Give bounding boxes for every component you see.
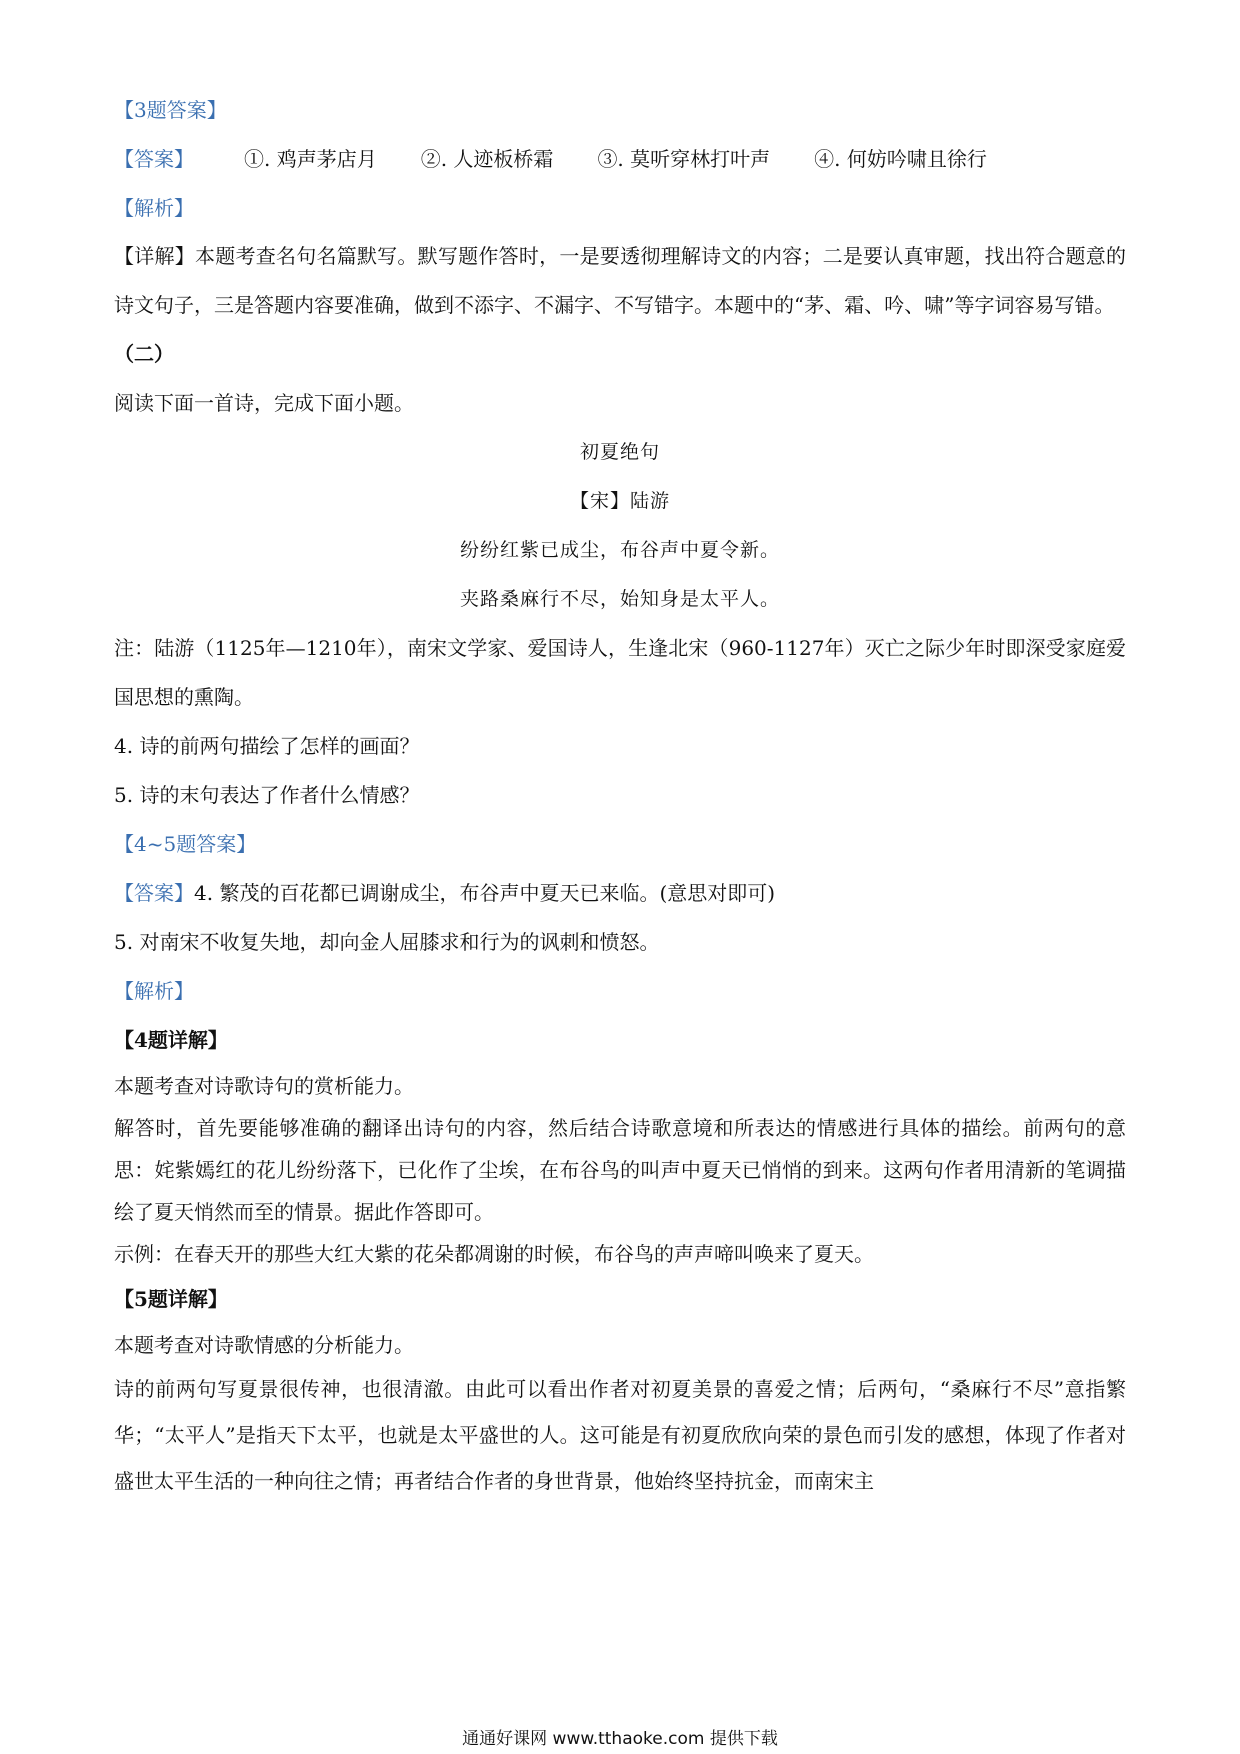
section-instruction: 阅读下面一首诗，完成下面小题。 [114, 391, 414, 415]
analysis-label: 【解析】 [114, 196, 194, 220]
q3-answer-header: 【3题答案】 [114, 98, 227, 122]
detail-4-body: 解答时，首先要能够准确的翻译出诗句的内容，然后结合诗歌意境和所表达的情感进行具体的描绘。前两句的意思：姹紫嫣红的花儿纷纷落下，已化作了尘埃，在布谷鸟的叫声中夏天已悄悄的到来。这两句作者用清新的笔调描绘了夏天悄然而至的情景。据此作答即可。 [114, 1116, 1126, 1224]
question-5: 5. 诗的末句表达了作者什么情感？ [114, 783, 420, 807]
answer-item: ①. 鸡声茅店月 [244, 147, 377, 171]
detail-5-body: 诗的前两句写夏景很传神，也很清澈。由此可以看出作者对初夏美景的喜爱之情；后两句，“桑麻行不尽”意指繁华；“太平人”是指天下太平，也就是太平盛世的人。这可能是有初夏欣欣向荣的景色而引发的感想，体现了作者对盛世太平生活的一种向往之情；再者结合作者的身世背景，他始终坚持抗金，而南宋主 [114, 1377, 1126, 1493]
poem-line-2: 夹路桑麻行不尽，始知身是太平人。 [459, 588, 780, 610]
document-content [114, 96, 1126, 1504]
poem-note: 注：陆游（1125年—1210年），南宋文学家、爱国诗人，生逢北宋（960-1127年）灭亡之际少年时即深受家庭爱国思想的熏陶。 [114, 636, 1126, 709]
answer-label: 【答案】 [114, 881, 194, 905]
poem-line-1: 纷纷红紫已成尘，布谷声中夏令新。 [459, 539, 780, 561]
answer-item: ②. 人迹板桥霜 [420, 147, 554, 171]
poem-author: 【宋】陆游 [569, 490, 670, 512]
answer-4: 4. 繁茂的百花都已调谢成尘，布谷声中夏天已来临。(意思对即可) [194, 881, 776, 905]
question-4: 4. 诗的前两句描绘了怎样的画面？ [114, 734, 420, 758]
analysis-label: 【解析】 [114, 979, 194, 1003]
poem-title: 初夏绝句 [579, 441, 660, 463]
q3-detail: 【详解】本题考查名句名篇默写。默写题作答时，一是要透彻理解诗文的内容；二是要认真审题，找出符合题意的诗文句子，三是答题内容要准确，做到不添字、不漏字、不写错字。本题中的“茅、霜、吟、啸”等字词容易写错。 [114, 244, 1126, 317]
section-title: （二） [114, 342, 174, 366]
q3-answers-row [114, 145, 1126, 173]
footer-credit: 通通好课网 www.tthaoke.com 提供下载 [462, 1729, 778, 1749]
detail-4-example: 示例：在春天开的那些大红大紫的花朵都凋谢的时候，布谷鸟的声声啼叫唤来了夏天。 [114, 1242, 874, 1266]
answer-4-line [114, 869, 1126, 918]
q45-answer-header: 【4~5题答案】 [114, 832, 257, 856]
answer-5: 5. 对南宋不收复失地，却向金人屈膝求和行为的讽刺和愤怒。 [114, 930, 660, 954]
detail-5-intro: 本题考查对诗歌情感的分析能力。 [114, 1333, 414, 1357]
detail-4-intro: 本题考查对诗歌诗句的赏析能力。 [114, 1074, 414, 1098]
answer-item: ④. 何妨吟啸且徐行 [814, 147, 987, 171]
answer-label: 【答案】 [114, 147, 194, 171]
detail-5-label: 【5题详解】 [114, 1287, 228, 1311]
answer-item: ③. 莫听穿林打叶声 [597, 147, 771, 171]
detail-4-label: 【4题详解】 [114, 1028, 228, 1052]
